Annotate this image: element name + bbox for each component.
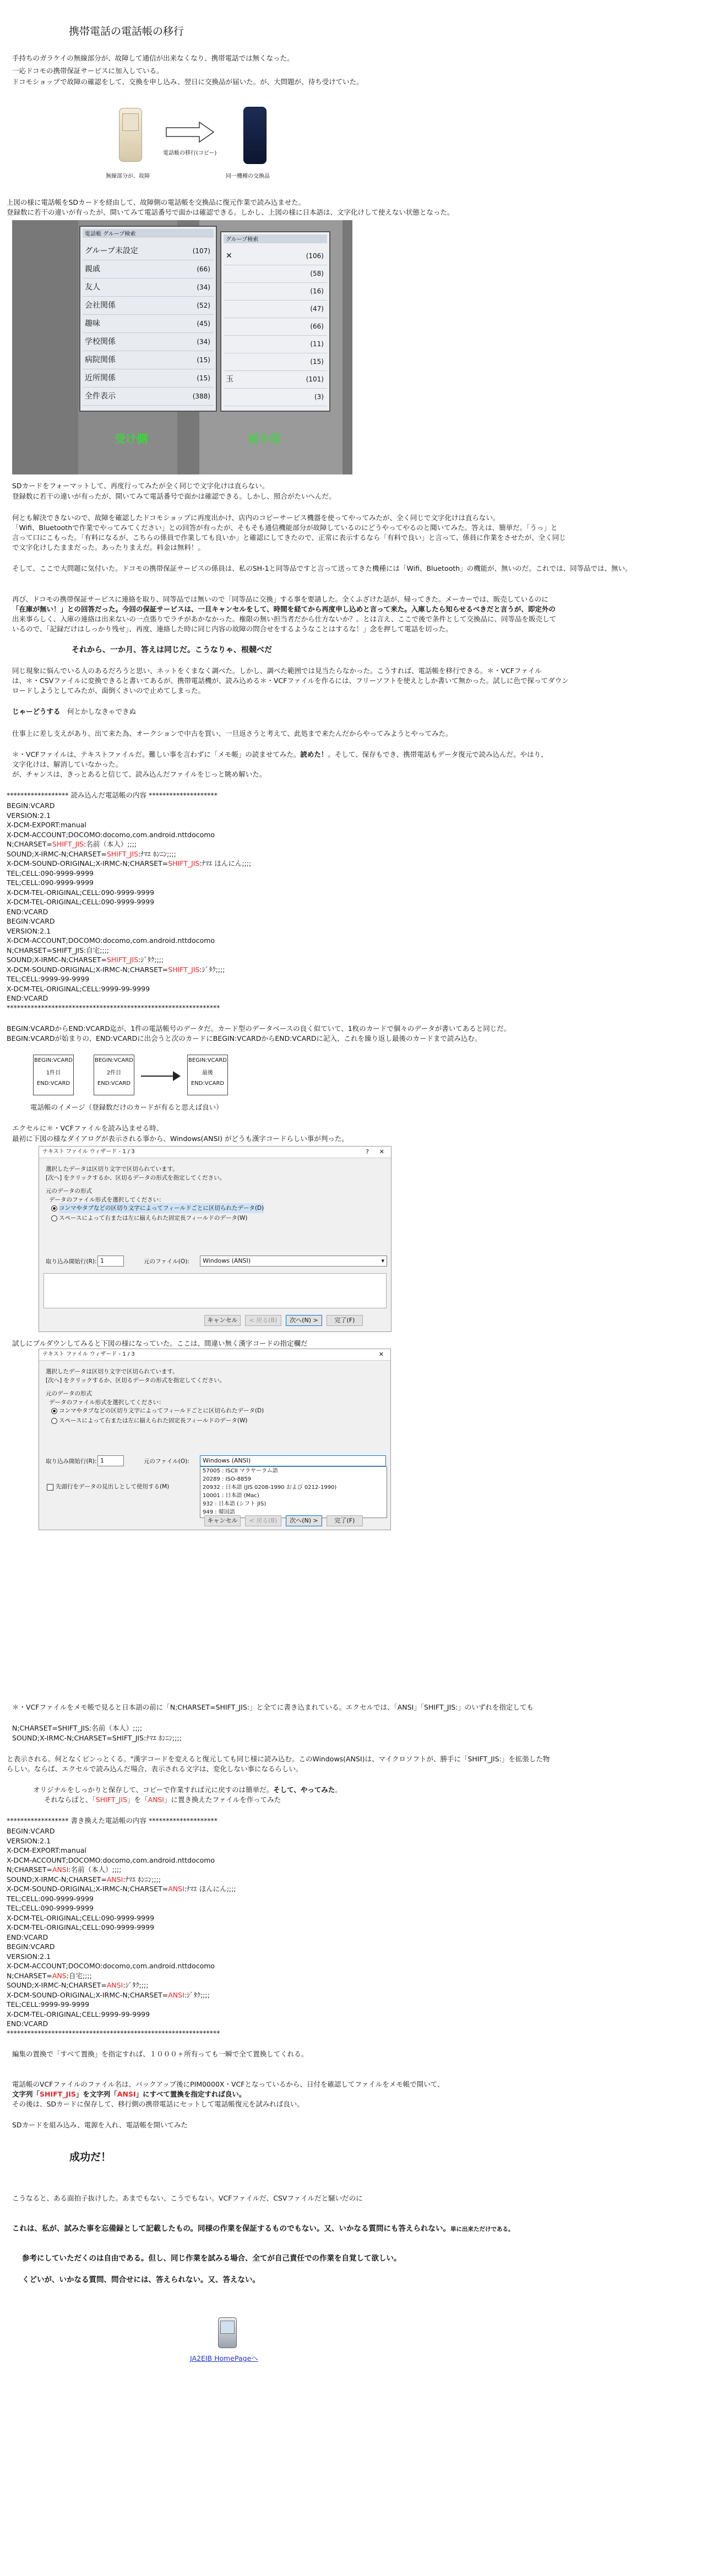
vcard-card-2: BEGIN:VCARD 2件目 END:VCARD xyxy=(94,1055,134,1095)
vcf-line: END:VCARD xyxy=(7,907,48,916)
left-group-count: (66) xyxy=(197,265,210,273)
home-page-icon[interactable] xyxy=(216,2316,238,2348)
para5: そして、ここで大問題に気付いた。ドコモの携帯保証サービスの係員は、私のSH-1と同等品ですと言って送ってきた機種には「Wifi、Bluetooth」の機能が、無いのだ。これでは、同等品では、無い。 xyxy=(12,564,632,572)
vcf1-content xyxy=(7,801,251,1003)
left-group-label: 会社関係 xyxy=(85,301,116,310)
back-button[interactable]: < 戻る(B) xyxy=(245,1315,281,1326)
vcf-line: TEL;CELL:090-9999-9999 xyxy=(7,869,94,877)
para4-line-2: 「Wifi、Bluetoothで作業でやってみてください」との回答が有ったが、そもそも通信機能部分が故障しているのにどうやってやるのと聞いてみた。答えは、簡単だ。「うっ」と xyxy=(12,523,558,532)
vcf-line: END:VCARD xyxy=(7,1933,48,1941)
right-group-count: (11) xyxy=(310,340,324,348)
para4-line-4: で文字化けしたままだった。あったりまえだ。料金は無料！。 xyxy=(12,543,205,552)
left-group-row xyxy=(83,351,214,369)
code-sample-2: SOUND;X-IRMC-N;CHARSET=SHIFT_JIS:ﾅﾏｴ ﾎﾝﾆﾝ;;;; xyxy=(12,1734,182,1742)
para18-line-2: 文字列「SHIFT_JIS」を文字列「ANSI」にすべて置換を指定すれば良い。 xyxy=(12,2090,246,2098)
right-group-count: (106) xyxy=(306,252,324,260)
vcf-line: BEGIN:VCARD xyxy=(7,801,55,810)
right-group-row xyxy=(224,371,327,389)
start-row-spinner[interactable]: 1 xyxy=(97,1455,124,1466)
subhead-3-rest: 何とかしなきゃできぬ xyxy=(67,707,137,716)
para3-line-1: SDカードをフォーマットして、再度行ってみたが全く同じで文字化けは直らない。 xyxy=(12,482,269,490)
para2-line-2: 登録数に若干の違いが有ったが、開いてみて電話番号で面かは確認できる。しかし、上図の様に日本語は、文字化けして使えない状態となった。 xyxy=(7,208,454,216)
right-label: 送り側 xyxy=(248,432,281,445)
file-origin-select[interactable]: Windows (ANSI) ▾ xyxy=(200,1256,387,1267)
right-group-label: ✕ xyxy=(226,252,232,260)
vcf1-end: ************************************************************** xyxy=(7,1003,220,1012)
vcf-line: TEL;CELL:090-9999-9999 xyxy=(7,1904,94,1912)
left-group-label: 学校関係 xyxy=(85,337,116,346)
vcf1-title: ****************** 読み込んだ電話帳の内容 ******************** xyxy=(7,791,217,799)
vcf-line: N;CHARSET=ANS:自宅;;;; xyxy=(7,1971,92,1980)
vcf-line: X-DCM-TEL-ORIGINAL;CELL:090-9999-9999 xyxy=(7,898,155,906)
para13: ＊・VCFファイルをメモ帳で見ると日本語の前に「N;CHARSET=SHIFT_JIS:」と全てに書き込まれている。エクセルでは、「ANSI」「SHIFT_JIS:」のいずれを指定しても xyxy=(12,1703,534,1711)
vcf-line: VERSION:2.1 xyxy=(7,811,51,820)
para19: SDカードを組み込み、電源を入れ、電話帳を開いてみた xyxy=(12,2121,188,2129)
right-group-row xyxy=(224,336,327,353)
para10-line-2: BEGIN:VCARDが始まりの、END:VCARDに出会うと次のカードにBEGIN:VCARDからEND:VCARDに記入、これを繰り返し最後のカードまで読み込む。 xyxy=(7,1034,482,1043)
para11-line-2: 最初に下図の様なダイアログが表示される事から、Windows(ANSI) がどうも漢字コードらしい事が判った。 xyxy=(12,1134,349,1143)
vcf-line: SOUND;X-IRMC-N;CHARSET=SHIFT_JIS:ﾅﾏｴ ﾎﾝﾆﾝ;;;; xyxy=(7,849,176,858)
left-group-label: 全件表示 xyxy=(85,392,116,401)
para6-line-4: いるので、「記録だけはしっかり残せ」、再度、連絡した時に同じ内容の故障の問合せをするようなことはするな！」念を押して電話を切った。 xyxy=(12,625,453,633)
left-group-row xyxy=(83,369,214,388)
vcf-line: X-DCM-TEL-ORIGINAL;CELL:9999-99-9999 xyxy=(7,2010,150,2018)
fixed-width-radio[interactable] xyxy=(51,1418,57,1424)
para8: 仕事上に差し支えがあり、出て来た為、オークションで中古を買い、一旦返さうと考えて、此処まで来たんだからやってみようとやってみた。 xyxy=(12,729,453,738)
next-button[interactable]: 次へ(N) > xyxy=(286,1515,322,1526)
vcf-line: N;CHARSET=SHIFT_JIS:自宅;;;; xyxy=(7,946,110,954)
vcf-line: END:VCARD xyxy=(7,994,48,1002)
encoding-option[interactable]: 10001 : 日本語 (Mac) xyxy=(203,1493,259,1499)
success-heading: 成功だ！ xyxy=(69,2151,112,2163)
right-group-row xyxy=(224,283,327,301)
vcf-line: VERSION:2.1 xyxy=(7,926,51,935)
close-icon: ✕ xyxy=(379,1148,384,1155)
heading-2: それから、一か月、答えは同じだ。こうなりゃ、根競べだ xyxy=(72,646,272,654)
vcf-line: SOUND;X-IRMC-N;CHARSET=ANSI:ｼﾞﾀｸ;;;; xyxy=(7,1981,149,1989)
left-group-label: 友人 xyxy=(85,283,100,292)
para14-line-1: と表示される。何となくピンっとくる。"漢字コードを変えると復元しても同じ様に読み込む。このWindows(ANSI)は、マイクロソフトが、勝手に「SHIFT_JIS:」を拡張した物 xyxy=(7,1755,550,1763)
left-group-count: (45) xyxy=(197,320,210,328)
right-group-row xyxy=(224,389,327,406)
broken-phone-image xyxy=(109,103,150,165)
vcf-line: BEGIN:VCARD xyxy=(7,1942,55,1951)
vcf-line: N;CHARSET=ANSI:名前（本人）;;;; xyxy=(7,1865,122,1874)
vcf-line: VERSION:2.1 xyxy=(7,1952,51,1961)
right-group-row xyxy=(224,353,327,371)
cards-arrow-icon xyxy=(140,1068,182,1084)
para7-line-3: ロードしようとしてみたが、面倒くさいので止めてしまった。 xyxy=(12,686,205,695)
vcf2-title: ****************** 書き換えた電話帳の内容 ******************** xyxy=(7,1816,217,1825)
finish-button[interactable]: 完了(F) xyxy=(327,1515,363,1526)
intro-line-3: ドコモショップで故障の確認をして、交換を申し込み、翌日に交換品が届いた。が、大問題が、待ち受けていた。 xyxy=(12,78,363,86)
vcf-line: X-DCM-ACCOUNT;DOCOMO:docomo,com.android.nttdocomo xyxy=(7,830,215,839)
right-screen-header: グループ検索 xyxy=(224,234,327,243)
vcf-line: SOUND;X-IRMC-N;CHARSET=SHIFT_JIS:ｼﾞﾀｸ;;;; xyxy=(7,956,164,964)
encoding-option[interactable]: 949 : 韓国語 xyxy=(203,1509,235,1515)
vcf-line: X-DCM-ACCOUNT;DOCOMO:docomo,com.android.nttdocomo xyxy=(7,1962,215,1970)
left-group-label: 近所関係 xyxy=(85,374,116,383)
cancel-button[interactable]: キャンセル xyxy=(204,1315,241,1326)
start-row-spinner[interactable]: 1 xyxy=(97,1256,124,1267)
vcf-line: X-DCM-SOUND-ORIGINAL;X-IRMC-N;CHARSET=ANSI:ﾅﾏｴ ほんにん;;;; xyxy=(7,1885,236,1893)
file-origin-select[interactable]: Windows (ANSI) xyxy=(200,1455,386,1466)
left-group-count: (34) xyxy=(197,338,210,346)
para7-line-2: は、＊・CSVファイルに変換できると書いてあるが、携帯電話機が、読み込める＊・VCFファイルを作るには、フリーソフトを使えとしか書いて無かった。試しに色で探ってダウン xyxy=(12,676,569,685)
right-group-count: (58) xyxy=(310,270,324,277)
para9-line-1: ＊・VCFファイルは、テキストファイルだ。難しい事を言わずに「メモ帳」の読ませてみた。読めた！。そして、保存もでき、携帯電話もデータ復元で読み込んだ。やはり、 xyxy=(12,750,548,758)
para9-line-3: が、チャンスは、きっとあると信じて、読み込んだファイルをじっと眺め解いた。 xyxy=(12,770,267,778)
cards-caption: 電話帳のイメージ（登録数だけのカードが有ると思えば良い） xyxy=(30,1103,223,1111)
right-group-count: (3) xyxy=(314,393,324,401)
left-group-label: 病院関係 xyxy=(85,356,116,364)
vcf-line: X-DCM-ACCOUNT;DOCOMO:docomo,com.android.nttdocomo xyxy=(7,936,215,945)
left-group-row xyxy=(83,297,214,315)
header-checkbox[interactable] xyxy=(47,1484,53,1491)
vcf-line: X-DCM-SOUND-ORIGINAL;X-IRMC-N;CHARSET=ANSI:ｼﾞﾀｸ;;;; xyxy=(7,1990,210,1999)
para11-line-1: エクセルに＊・VCFファイルを読み込ませる時、 xyxy=(12,1124,164,1132)
vcf-line: TEL;CELL:090-9999-9999 xyxy=(7,878,94,887)
para6-line-3: 出来事らしく、入庫の連絡は出来ないの一点張りでラチがあかなかった。権限の無い担当者だから仕方ないか？。とは言え、ここで後で条件として交換品に、同等品を販売して xyxy=(12,615,557,623)
vcf-line: X-DCM-EXPORT:manual xyxy=(7,821,87,829)
broken-phone-caption: 無線部分が、故障 xyxy=(106,173,150,179)
next-button[interactable]: 次へ(N) > xyxy=(286,1315,322,1326)
para12: 試しにプルダウンしてみると下図の様になっていた。ここは、間違い無く漢字コードの指定欄だ xyxy=(12,1339,308,1347)
para2-line-1: 上図の様に電話帳をSDカードを経由して、故障側の電話帳を交換品に復元作業で読み込ませた。 xyxy=(7,198,306,206)
para18-line-1: 電話帳のVCFファイルのファイル名は、バックアップ後にPIM0000X・VCFとなっているから、日付を確認してファイルをメモ帳で開いて、 xyxy=(12,2080,444,2088)
encoding-option[interactable]: 57005 : ISCII マラヤーラム語 xyxy=(203,1468,278,1474)
para17: 編集の置換で「すべて置換」を指定すれば、１０００ヶ所有っても一瞬で全て置換してくれる。 xyxy=(12,2050,308,2058)
replacement-phone-image xyxy=(238,103,271,167)
encoding-option[interactable]: 20289 : ISO-8859 xyxy=(203,1476,252,1482)
vcf-line: END:VCARD xyxy=(7,2020,48,2028)
subhead-3-bold: じゃーどうする xyxy=(12,707,61,716)
page-title: 携帯電話の電話帳の移行 xyxy=(69,25,184,37)
right-group-row xyxy=(224,301,327,318)
vcf2-end: ************************************************************** xyxy=(7,2029,220,2037)
para9-line-2: 文字化けは、解消していなかった。 xyxy=(12,760,123,768)
para7-line-1: 同じ現象に悩んでいる人のあるだろうと思い、ネットをくまなく調べた。しかし、調べた範囲では見当たらなかった。こうすれば、電話帳を移行できる。＊・VCFファイル xyxy=(12,667,542,675)
para6-line-2: 「在庫が無い！」との回答だった。今回の保証サービスは、一旦キャンセルをして、時間を経てから再度申し込めと言って来た。入庫したら知らせるべきだと言うが、即定外の xyxy=(12,605,556,613)
right-group-row xyxy=(224,318,327,336)
left-group-count: (52) xyxy=(197,302,210,309)
close-icon: ✕ xyxy=(378,1351,384,1358)
intro-line-1: 手持ちのガラケイの無線部分が、故障して通信が出来なくなり、携帯電話では無くなった。 xyxy=(12,54,294,62)
disclaimer-2: 参考にしていただくのは自由である。但し、同じ作業を試みる場合、全てが自己責任での作業を自覚して欲しい。 xyxy=(22,2254,401,2263)
right-group-label: 玉 xyxy=(226,375,233,384)
para15: オリジナルをしっかりと保存して、コピーで作業すれば元に戻すのは簡単だ。そして、やってみた。 xyxy=(33,1786,342,1794)
arrow-caption: 電話帳の移行(コピー) xyxy=(163,150,217,156)
screens-photo xyxy=(12,220,352,474)
vcard-card-1: BEGIN:VCARD 1件目 END:VCARD xyxy=(33,1055,74,1095)
finish-button[interactable]: 完了(F) xyxy=(327,1315,363,1326)
para10-line-1: BEGIN:VCARDからEND:VCARD迄が、1件の電話帳号のデータだ。カード型のデータベースの良く似ていて、1枚のカードで個々のデータが書いてあると同じだ。 xyxy=(7,1024,511,1033)
encoding-dropdown-list[interactable] xyxy=(200,1466,387,1518)
vcf-line: VERSION:2.1 xyxy=(7,1836,51,1845)
disclaimer-3: くどいが、いかなる質問、問合せには、答えられない。又、答えない。 xyxy=(22,2275,260,2284)
vcf-line: TEL;CELL:090-9999-9999 xyxy=(7,1894,94,1903)
right-group-count: (47) xyxy=(310,305,324,313)
left-group-row xyxy=(83,333,214,351)
para16: それならばと、「SHIFT_JIS」を「ANSI」に置き換えたファイルを作ってみた xyxy=(44,1795,281,1804)
code-sample-1: N;CHARSET=SHIFT_JIS:名前（本人）;;;; xyxy=(12,1724,143,1732)
cancel-button[interactable]: キャンセル xyxy=(204,1515,241,1526)
encoding-option[interactable]: 20932 : 日本語 (JIS 0208-1990 および 0212-1990) xyxy=(203,1485,337,1491)
vcf-line: X-DCM-TEL-ORIGINAL;CELL:9999-99-9999 xyxy=(7,984,150,993)
home-page-link[interactable]: JA2EIB HomePageへ xyxy=(190,2354,258,2362)
text-wizard-dialog-2: テキスト ファイル ウィザード - 1 / 3 ✕ 選択したデータは区切り文字で区切られています。 [次へ] をクリックするか、区切るデータの形式を指定してください。 元のデータの形式 データのファイル形式を選択してください： コンマやタブなどの区切り文字によってフィールドごとに区切られたデータ(D) スペースによって右または左に揃えられた固定長フィールドのデータ(W) 取り込み開始行(R): 1 元のファイル(O): Windows (ANSI) 57005 : ISCII マラヤーラム語 20289 : ISO-8859 20932 : 日本語 (JIS 0208-1990 および 0212-1990) 10001 : 日本語 (Mac) 932 : 日本語 (シフト JIS) 949 : 韓国語 先頭行をデータの見出しとして使用する(M) キャンセル < 戻る(B) 次へ(N) > 完了(F) xyxy=(39,1349,391,1530)
vcf-line: X-DCM-SOUND-ORIGINAL;X-IRMC-N;CHARSET=SHIFT_JIS:ﾅﾏｴ ほんにん;;;; xyxy=(7,859,252,867)
right-group-count: (15) xyxy=(310,358,324,365)
left-group-count: (15) xyxy=(197,356,210,364)
replacement-phone-caption: 同一機種の交換品 xyxy=(226,173,270,179)
encoding-option[interactable]: 932 : 日本語 (シフト JIS) xyxy=(203,1501,267,1507)
vcf-line: X-DCM-TEL-ORIGINAL;CELL:090-9999-9999 xyxy=(7,1923,155,1931)
left-group-count: (34) xyxy=(197,283,210,291)
arrow-icon xyxy=(165,121,215,143)
back-button[interactable]: < 戻る(B) xyxy=(245,1515,281,1526)
right-group-count: (101) xyxy=(306,375,324,383)
left-group-row xyxy=(83,242,214,260)
para3-line-2: 登録数に若干の違いが有ったが、開いてみて電話番号で面かは確認できる。しかし、照合がたいへんだ。 xyxy=(12,492,336,500)
vcf-line: X-DCM-TEL-ORIGINAL;CELL:090-9999-9999 xyxy=(7,888,155,897)
right-group-count: (16) xyxy=(310,287,324,295)
para20: こうなると、ある面拍子抜けした。あまでもない、こうでもない。VCFファイルだ、CSVファイルだと騒いだのに xyxy=(12,2194,363,2202)
left-group-label: 親戚 xyxy=(85,265,100,274)
vcf-line: X-DCM-TEL-ORIGINAL;CELL:090-9999-9999 xyxy=(7,1913,155,1922)
vcf-line: BEGIN:VCARD xyxy=(7,1827,55,1835)
para6-line-1: 再び、ドコモの携帯保証サービスに連絡を取り、同等品では無いので「同等品に交換」する事を要請した。全くふざけた話が、帰ってきた。メーカーでは、販売しているのに xyxy=(12,595,548,603)
left-screen-header: 電話帳 グループ検索 xyxy=(83,229,214,238)
left-group-row xyxy=(83,279,214,297)
delimited-radio[interactable] xyxy=(51,1408,57,1414)
vcf-line: X-DCM-EXPORT:manual xyxy=(7,1846,87,1854)
right-phone-screen xyxy=(220,231,330,412)
left-group-count: (107) xyxy=(192,247,210,255)
left-group-count: (15) xyxy=(197,374,210,382)
left-group-label: グループ未設定 xyxy=(85,247,138,255)
right-group-row xyxy=(224,265,327,283)
right-group-row xyxy=(224,248,327,265)
left-group-row xyxy=(83,260,214,279)
left-group-count: (388) xyxy=(192,392,210,400)
left-group-row xyxy=(83,388,214,406)
vcf-line: N;CHARSET=SHIFT_JIS:名前（本人）;;;; xyxy=(7,840,137,848)
delimited-radio[interactable] xyxy=(51,1205,57,1211)
vcf-line: BEGIN:VCARD xyxy=(7,917,55,925)
left-group-row xyxy=(83,315,214,333)
left-label: 受け側 xyxy=(115,432,148,445)
disclaimer-1: これは、私が、試みた事を忘備録として記載したもの。同様の作業を保証するものでもない。又、いかなる質問にも答えられない。単に出来ただけである。 xyxy=(12,2224,514,2233)
vcf-line: SOUND;X-IRMC-N;CHARSET=ANSI:ﾅﾏｴ ﾎﾝﾆﾝ;;;; xyxy=(7,1875,161,1884)
subhead-3 xyxy=(12,707,136,717)
vcf-line: X-DCM-ACCOUNT;DOCOMO:docomo,com.android.nttdocomo xyxy=(7,1855,215,1864)
vcf-line: TEL;CELL:9999-99-9999 xyxy=(7,975,90,983)
vcf2-content xyxy=(7,1826,236,2029)
para14-line-2: らしい。ならば、エクセルで読み込んだ場合、表示される文字は、変化しない事になるらしい。 xyxy=(7,1765,303,1773)
para4-line-3: 言って口にこもった。「有料になるが、こちらの係員で作業しても良いか」と確認にしてきたので、正常に表示するなら「有料で良い」と言って、係員に作業をさせたが、全く同じ xyxy=(12,533,566,542)
vcard-card-last: BEGIN:VCARD 最後 END:VCARD xyxy=(187,1055,228,1095)
para18-line-3: その後は、SDカードに保存して、移行側の携帯電話にセットして電話帳復元を試みれば良い。 xyxy=(12,2100,304,2108)
vcf-line: TEL;CELL:9999-99-9999 xyxy=(7,2000,90,2009)
para4-line-1: 何とも解決できないので、故障を確認したドコモショップに再度出かけ、店内のコピーサービス機器を使ってやってみたが、全く同じで文字化けは直らない。 xyxy=(12,514,500,522)
right-group-count: (66) xyxy=(310,323,324,330)
fixed-width-radio[interactable] xyxy=(51,1215,57,1221)
text-wizard-dialog-1: テキスト ファイル ウィザード - 1 / 3 ? ✕ 選択したデータは区切り文字で区切られています。 [次へ] をクリックするか、区切るデータの形式を指定してください。 元のデータの形式 データのファイル形式を選択してください： コンマやタブなどの区切り文字によってフィールドごとに区切られたデータ(D) スペースによって右または左に揃えられた固定長フィールドのデータ(W) 取り込み開始行(R): 1 元のファイル(O): Windows (ANSI) ▾ キャンセル < 戻る(B) 次へ(N) > 完了(F) xyxy=(39,1146,391,1332)
left-group-label: 趣味 xyxy=(85,319,100,328)
intro-line-2: 一応ドコモの携帯保証サービスに加入している。 xyxy=(12,67,164,75)
vcf-line: X-DCM-SOUND-ORIGINAL;X-IRMC-N;CHARSET=SHIFT_JIS:ｼﾞﾀｸ;;;; xyxy=(7,965,225,974)
left-phone-screen xyxy=(79,226,217,412)
